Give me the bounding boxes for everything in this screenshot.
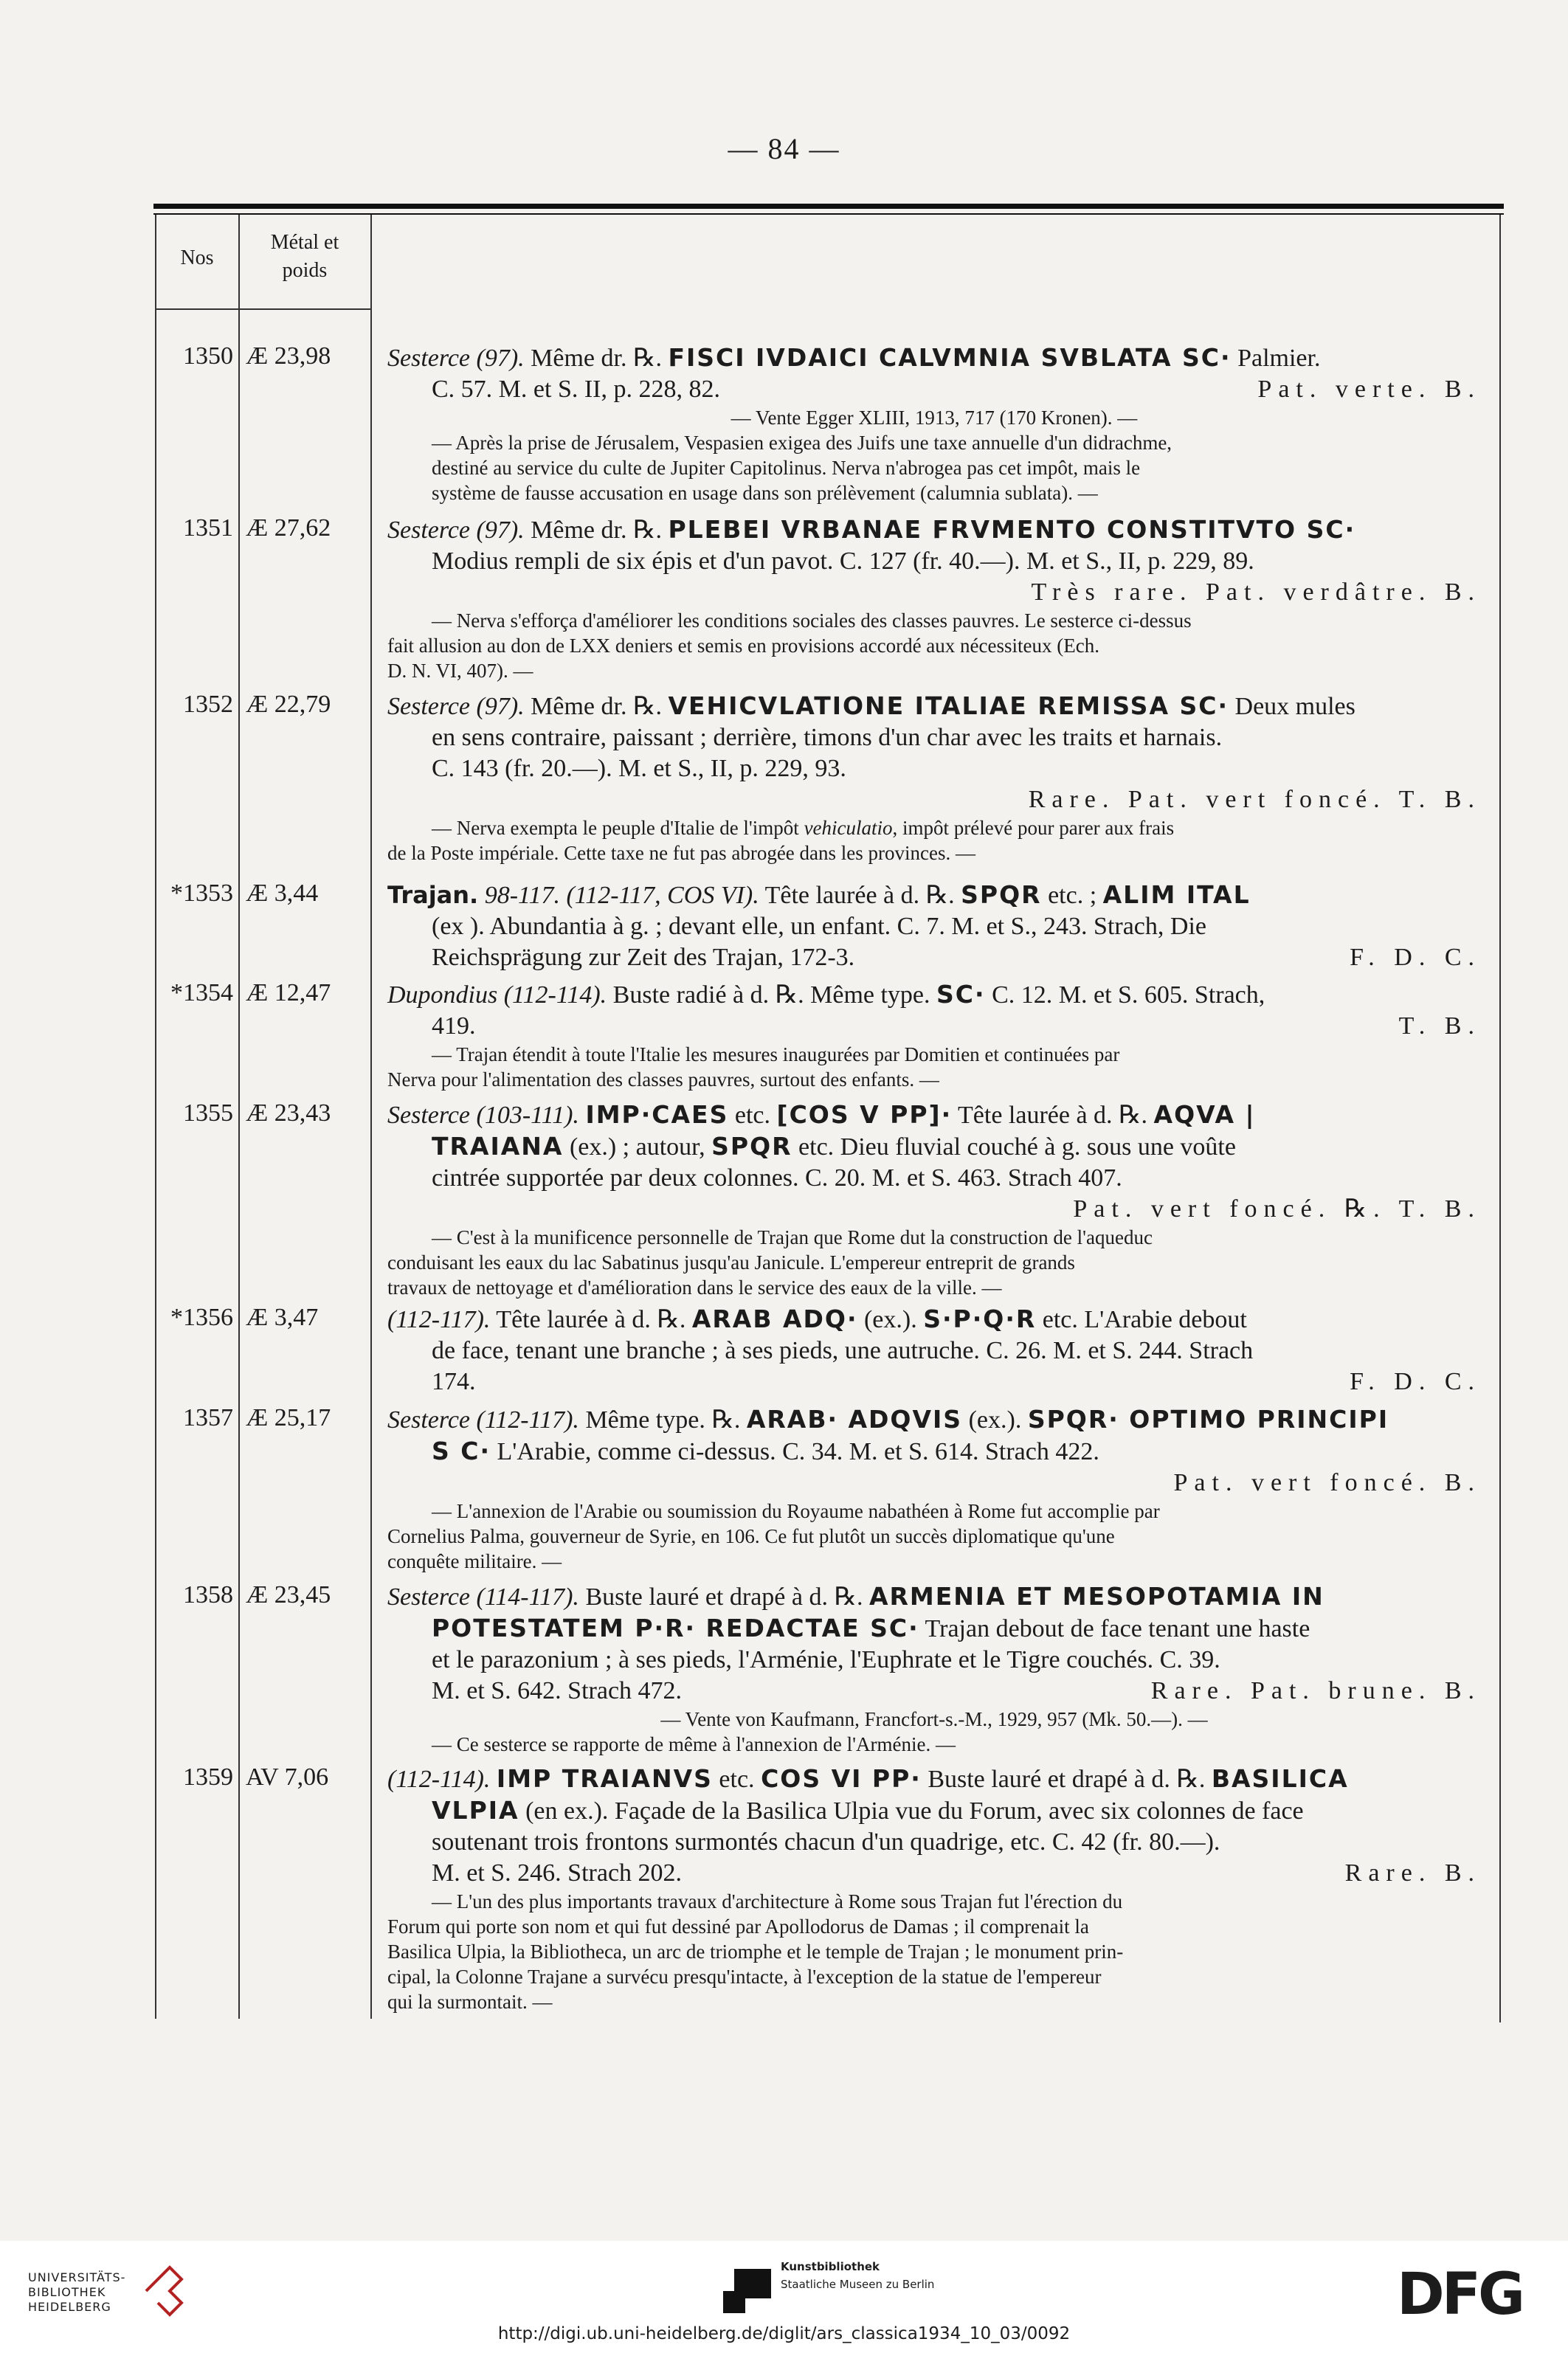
- legend: ARAB ADQ·: [691, 1305, 858, 1333]
- logo-text: HEIDELBERG: [28, 2300, 111, 2314]
- text: Buste lauré et drapé à d. ℞.: [921, 1766, 1212, 1793]
- text: (ex.) ; autour,: [563, 1133, 712, 1161]
- header-metal: [240, 229, 370, 285]
- column-divider-nos: [238, 215, 240, 2019]
- rarity-patina: Très rare. Pat. verdâtre. B.: [1031, 578, 1481, 606]
- entry-number: 1359: [183, 1763, 233, 1791]
- type-description: Modius rempli de six épis et d'un pavot. C. 127 (fr. 40.—). M. et S., II, p. 229, 89.: [432, 547, 1254, 575]
- legend: ARAB· ADQVIS: [746, 1405, 963, 1434]
- rarity-patina: Pat. vert foncé. B.: [1173, 1469, 1481, 1496]
- historical-note: qui la surmontait. —: [387, 1991, 553, 2013]
- logo-text: UNIVERSITÄTS-: [28, 2270, 126, 2284]
- text: etc. ;: [1041, 882, 1103, 909]
- denomination: Sesterce (112-117).: [387, 1406, 579, 1434]
- historical-note: — Après la prise de Jérusalem, Vespasien exigea des Juifs une taxe annuelle d'un didrachme,: [432, 432, 1172, 454]
- text: C. 12. M. et S. 605. Strach,: [985, 981, 1265, 1009]
- entry-description: [387, 1404, 1481, 1574]
- header-rule: [155, 308, 370, 310]
- reference: 419.: [432, 1012, 476, 1040]
- type-description: en sens contraire, paissant ; derrière, timons d'un char avec les traits et harnais.: [432, 724, 1223, 751]
- legend: IMP TRAIANVS: [496, 1764, 713, 1793]
- entry-description: [387, 1304, 1481, 1397]
- provenance-note: — Vente Egger XLIII, 1913, 717 (170 Kronen). —: [731, 407, 1138, 429]
- emperor-name: Trajan.: [387, 881, 479, 909]
- rarity-grade: F. D. C.: [1350, 944, 1481, 971]
- text: Même dr. ℞.: [524, 693, 669, 720]
- historical-note: Nerva pour l'alimentation des classes pauvres, surtout des enfants. —: [387, 1068, 939, 1091]
- historical-note: — Trajan étendit à toute l'Italie les mesures inaugurées par Domitien et continuées par: [432, 1043, 1120, 1065]
- date: (112-117).: [387, 1306, 491, 1333]
- text: 98-117. (112-117, COS VI).: [478, 882, 759, 909]
- page-number: — 84 —: [728, 132, 840, 165]
- type-description: et le parazonium ; à ses pieds, l'Arménie, l'Euphrate et le Tigre couchés. C. 39.: [432, 1646, 1220, 1673]
- text: [490, 1766, 497, 1793]
- entry-metal-weight: Æ 3,47: [246, 1304, 319, 1331]
- legend: SPQR: [711, 1132, 792, 1161]
- text: Buste radié à d. ℞. Même type.: [607, 981, 937, 1009]
- entry-description: [387, 342, 1481, 505]
- entry-description: [387, 1099, 1481, 1300]
- reference: M. et S. 246. Strach 202.: [432, 1859, 683, 1887]
- historical-note: travaux de nettoyage et d'amélioration dans le service des eaux de la ville. —: [387, 1276, 1002, 1299]
- entry-metal-weight: Æ 23,45: [246, 1581, 331, 1609]
- reference: cintrée supportée par deux colonnes. C. 20. M. et S. 463. Strach 407.: [432, 1164, 1122, 1192]
- entry-number: 1350: [183, 342, 233, 370]
- legend: ARMENIA ET MESOPOTAMIA IN: [868, 1582, 1324, 1611]
- rarity-patina: Pat. verte. B.: [1257, 376, 1481, 403]
- entry-number: 1351: [183, 514, 233, 542]
- legend: S C·: [432, 1437, 491, 1465]
- text: etc. Dieu fluvial couché à g. sous une voûte: [792, 1133, 1236, 1161]
- type-description: de face, tenant une branche ; à ses pieds, une autruche. C. 26. M. et S. 244. Strach: [432, 1337, 1254, 1364]
- text: Palmier.: [1231, 345, 1321, 372]
- entry-number: *1354: [170, 979, 233, 1006]
- entry-description: [387, 1763, 1481, 2014]
- denomination: Sesterce (114-117).: [387, 1583, 579, 1611]
- entry-number: *1356: [170, 1304, 233, 1331]
- historical-note: système de fausse accusation en usage dans son prélèvement (calumnia sublata). —: [432, 482, 1098, 504]
- text: , impôt prélevé pour parer aux frais: [892, 817, 1175, 839]
- kunstbibliothek-name: Kunstbibliothek: [781, 2260, 880, 2273]
- entry-metal-weight: Æ 25,17: [246, 1404, 331, 1431]
- dfg-logo: DFG: [1397, 2262, 1523, 2328]
- text: vehiculatio: [804, 817, 893, 839]
- rarity-patina: Rare. Pat. brune. B.: [1150, 1677, 1481, 1704]
- text: Même dr. ℞.: [524, 345, 669, 372]
- reference: Reichsprägung zur Zeit des Trajan, 172-3.: [432, 944, 855, 971]
- legend: COS VI PP·: [761, 1764, 922, 1793]
- legend: VLPIA: [432, 1796, 519, 1825]
- text: (ex.).: [857, 1306, 924, 1333]
- rarity-grade: T. B.: [1398, 1012, 1481, 1040]
- reference: C. 143 (fr. 20.—). M. et S., II, p. 229, 93.: [432, 755, 846, 782]
- entry-number: 1357: [183, 1404, 233, 1431]
- legend: BASILICA: [1211, 1764, 1349, 1793]
- historical-note: cipal, la Colonne Trajane a survécu presqu'intacte, à l'exception de la statue de l'empereur: [387, 1966, 1102, 1988]
- historical-note: — Ce sesterce se rapporte de même à l'annexion de l'Arménie. —: [432, 1733, 956, 1755]
- digitization-footer: [0, 2241, 1568, 2353]
- entry-number: *1353: [170, 880, 233, 907]
- historical-note: — L'annexion de l'Arabie ou soumission du Royaume nabathéen à Rome fut accomplie par: [432, 1500, 1160, 1522]
- source-url-link[interactable]: http://digi.ub.uni-heidelberg.de/diglit/ars_classica1934_10_03/0092: [497, 2324, 1071, 2343]
- entry-number: 1355: [183, 1099, 233, 1127]
- historical-note: Cornelius Palma, gouverneur de Syrie, en 106. Ce fut plutôt un succès diplomatique qu'une: [387, 1525, 1115, 1547]
- entry-metal-weight: Æ 3,44: [246, 880, 319, 907]
- historical-note: conduisant les eaux du lac Sabatinus jusqu'au Janicule. L'empereur entreprit de grands: [387, 1251, 1075, 1274]
- denomination: Sesterce (97).: [387, 516, 525, 544]
- text: — Nerva exempta le peuple d'Italie de l'impôt: [432, 817, 804, 839]
- header-metal-line1: Métal et: [270, 231, 339, 254]
- legend: AQVA |: [1153, 1100, 1256, 1129]
- entry-metal-weight: AV 7,06: [246, 1763, 329, 1791]
- text: Même type. ℞.: [578, 1406, 747, 1434]
- denomination: Sesterce (103-111).: [387, 1102, 579, 1129]
- provenance-note: — Vente von Kaufmann, Francfort-s.-M., 1929, 957 (Mk. 50.—). —: [660, 1708, 1208, 1730]
- entry-number: 1352: [183, 691, 233, 718]
- text: (ex.).: [962, 1406, 1028, 1434]
- entry-description: [387, 880, 1481, 973]
- type-description: soutenant trois frontons surmontés chacun d'un quadrige, etc. C. 42 (fr. 80.—).: [432, 1828, 1220, 1856]
- reference: M. et S. 642. Strach 472.: [432, 1677, 683, 1704]
- historical-note: Basilica Ulpia, la Bibliotheca, un arc de triomphe et le temple de Trajan ; le monument prin-: [387, 1941, 1124, 1963]
- entry-description: [387, 979, 1481, 1092]
- legend: IMP·CAES: [585, 1100, 729, 1129]
- entry-metal-weight: Æ 27,62: [246, 514, 331, 542]
- reference: C. 57. M. et S. II, p. 228, 82.: [432, 376, 720, 403]
- rarity-patina: Rare. Pat. vert foncé. T. B.: [1028, 786, 1481, 813]
- historical-note: — L'un des plus importants travaux d'architecture à Rome sous Trajan fut l'érection du: [432, 1890, 1123, 1913]
- legend: POTESTATEM P·R· REDACTAE SC·: [432, 1614, 919, 1642]
- entry-number: 1358: [183, 1581, 233, 1609]
- legend: PLEBEI VRBANAE FRVMENTO CONSTITVTO SC·: [668, 515, 1356, 544]
- type-description: (ex ). Abundantia à g. ; devant elle, un enfant. C. 7. M. et S., 243. Strach, Die: [432, 913, 1206, 940]
- entry-metal-weight: Æ 23,43: [246, 1099, 331, 1127]
- legend: TRAIANA: [432, 1132, 564, 1161]
- header-metal-line2: poids: [282, 259, 328, 282]
- legend: ALIM ITAL: [1102, 880, 1251, 909]
- entry-description: [387, 691, 1481, 865]
- text: Tête laurée à d. ℞.: [952, 1102, 1154, 1129]
- historical-note: — Nerva s'efforça d'améliorer les conditions sociales des classes pauvres. Le sesterce ci-dessus: [432, 609, 1192, 632]
- entry-description: [387, 1581, 1481, 1757]
- table-right-border: [1499, 215, 1501, 2022]
- legend: SPQR· OPTIMO PRINCIPI: [1027, 1405, 1389, 1434]
- text: Même dr. ℞.: [524, 516, 669, 544]
- rarity-grade: F. D. C.: [1350, 1368, 1481, 1395]
- historical-note: de la Poste impériale. Cette taxe ne fut pas abrogée dans les provinces. —: [387, 842, 975, 864]
- historical-note: — C'est à la munificence personnelle de Trajan que Rome dut la construction de l'aqueduc: [432, 1226, 1153, 1248]
- text: etc. L'Arabie debout: [1036, 1306, 1247, 1333]
- kunstbibliothek-logo-icon: [719, 2269, 771, 2321]
- denomination: Dupondius (112-114).: [387, 981, 607, 1009]
- historical-note: destiné au service du culte de Jupiter Capitolinus. Nerva n'abrogea pas cet impôt, mais le: [432, 457, 1141, 479]
- text: Deux mules: [1229, 693, 1355, 720]
- text: Buste lauré et drapé à d. ℞.: [578, 1583, 869, 1611]
- historical-note: D. N. VI, 407). —: [387, 660, 533, 682]
- legend: S·P·Q·R: [923, 1305, 1037, 1333]
- historical-note: Forum qui porte son nom et qui fut dessiné par Apollodorus de Damas ; il comprenait la: [387, 1915, 1089, 1938]
- rarity-patina: Pat. vert foncé. ℞. T. B.: [1073, 1195, 1481, 1223]
- historical-note: fait allusion au don de LXX deniers et semis en provisions accordé aux nécessiteux (Ech.: [387, 635, 1099, 657]
- denomination: Sesterce (97).: [387, 693, 525, 720]
- text: Tête laurée à d. ℞.: [490, 1306, 692, 1333]
- historical-note: conquête militaire. —: [387, 1550, 562, 1572]
- denomination: Sesterce (97).: [387, 345, 525, 372]
- legend: [COS V PP]·: [776, 1100, 953, 1129]
- legend: SPQR: [961, 880, 1042, 909]
- legend: SC·: [936, 980, 986, 1009]
- entry-metal-weight: Æ 12,47: [246, 979, 331, 1006]
- text: Tête laurée à d. ℞.: [759, 882, 961, 909]
- rarity-grade: Rare. B.: [1344, 1859, 1481, 1887]
- entry-description: [387, 514, 1481, 683]
- text: etc.: [728, 1102, 777, 1129]
- historical-note: [387, 815, 1481, 840]
- header-nos: Nos: [180, 246, 214, 269]
- column-divider-metal: [370, 215, 372, 2019]
- text: etc.: [712, 1766, 761, 1793]
- entry-metal-weight: Æ 23,98: [246, 342, 331, 370]
- top-rule-thick: [153, 204, 1504, 209]
- top-rule-thin: [153, 213, 1504, 215]
- university-library-logo: [28, 2270, 125, 2315]
- date: (112-114).: [387, 1766, 491, 1793]
- text: Trajan debout de face tenant une haste: [919, 1615, 1310, 1642]
- logo-text: BIBLIOTHEK: [28, 2285, 106, 2299]
- heidelberg-mark-icon: [140, 2262, 187, 2321]
- reference: 174.: [432, 1368, 476, 1395]
- legend: VEHICVLATIONE ITALIAE REMISSA SC·: [668, 691, 1229, 720]
- entry-metal-weight: Æ 22,79: [246, 691, 331, 718]
- kunstbibliothek-subtitle: Staatliche Museen zu Berlin: [781, 2278, 935, 2291]
- text: (en ex.). Façade de la Basilica Ulpia vue du Forum, avec six colonnes de face: [519, 1797, 1304, 1825]
- text: L'Arabie, comme ci-dessus. C. 34. M. et S. 614. Strach 422.: [491, 1438, 1099, 1465]
- legend: FISCI IVDAICI CALVMNIA SVBLATA SC·: [668, 343, 1232, 372]
